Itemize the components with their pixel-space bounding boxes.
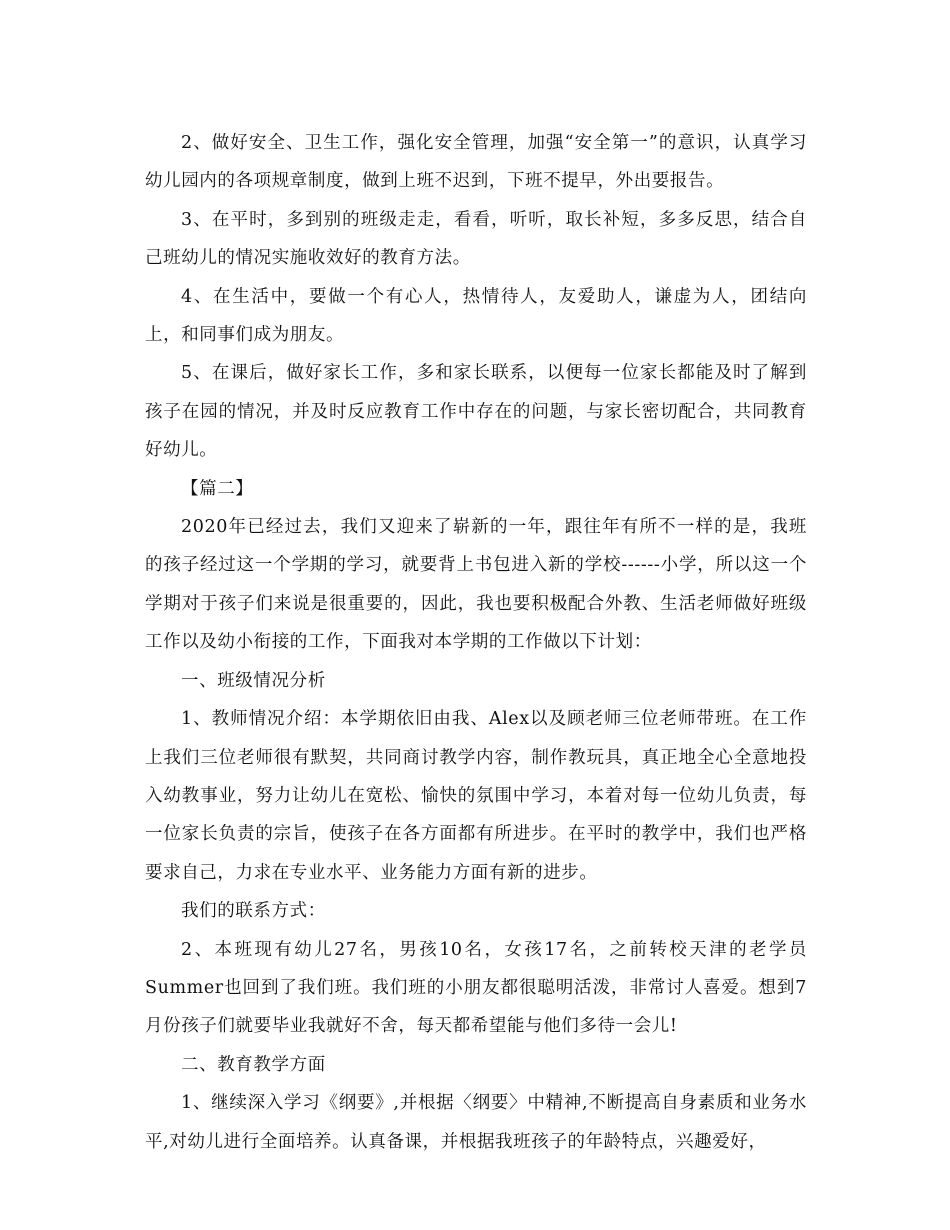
section-heading-part-two: 【篇二】 [181,478,254,499]
paragraph-contact-info: 我们的联系方式： [181,901,326,922]
heading-education-teaching: 二、教育教学方面 [181,1054,326,1075]
paragraph-teacher-intro: 1、教师情况介绍：本学期依旧由我、Alex以及顾老师三位老师带班。在工作上我们三位老师很有默契，共同商讨教学内容，制作教玩具，真正地全心全意地投入幼教事业，努力让幼儿在宽松、愉快的氛围中学习，本着对每一位幼儿负责，每一位家长负责的宗旨，使孩子在各方面都有所进步。在平时的教学中，我们也严格要求自己，力求在专业水平、业务能力方面有新的进步。 [145,709,807,883]
document-body [145,124,807,1161]
paragraph-daily-life: 4、在生活中，要做一个有心人，热情待人，友爱助人，谦虚为人，团结向上，和同事们成为朋友。 [145,286,807,346]
paragraph-parent-work: 5、在课后，做好家长工作，多和家长联系，以便每一位家长都能及时了解到孩子在园的情况，并及时反应教育工作中存在的问题，与家长密切配合，共同教育好幼儿。 [145,363,807,461]
paragraph-class-roster: 2、本班现有幼儿27名，男孩10名，女孩17名，之前转校天津的老学员Summer也回到了我们班。我们班的小朋友都很聪明活泼，非常讨人喜爱。想到7月份孩子们就要毕业我就好不舍，每天都希望能与他们多待一会儿! [145,939,807,1037]
paragraph-study-outline: 1、继续深入学习《纲要》,并根据〈纲要〉中精神,不断提高自身素质和业务水平,对幼儿进行全面培养。认真备课，并根据我班孩子的年龄特点，兴趣爱好， [145,1093,807,1152]
paragraph-intro-2020: 2020年已经过去，我们又迎来了崭新的一年，跟往年有所不一样的是，我班的孩子经过这一个学期的学习，就要背上书包进入新的学校------小学，所以这一个学期对于孩子们来说是很重要的，因此，我也要积极配合外教、生活老师做好班级工作以及幼小衔接的工作，下面我对本学期的工作做以下计划： [145,517,807,653]
paragraph-learn-from-others: 3、在平时，多到别的班级走走，看看，听听，取长补短，多多反思，结合自己班幼儿的情况实施收效好的教育方法。 [145,209,807,269]
heading-class-analysis: 一、班级情况分析 [181,670,326,691]
paragraph-safety-hygiene: 2、做好安全、卫生工作，强化安全管理，加强“安全第一”的意识，认真学习幼儿园内的各项规章制度，做到上班不迟到，下班不提早，外出要报告。 [145,133,807,192]
